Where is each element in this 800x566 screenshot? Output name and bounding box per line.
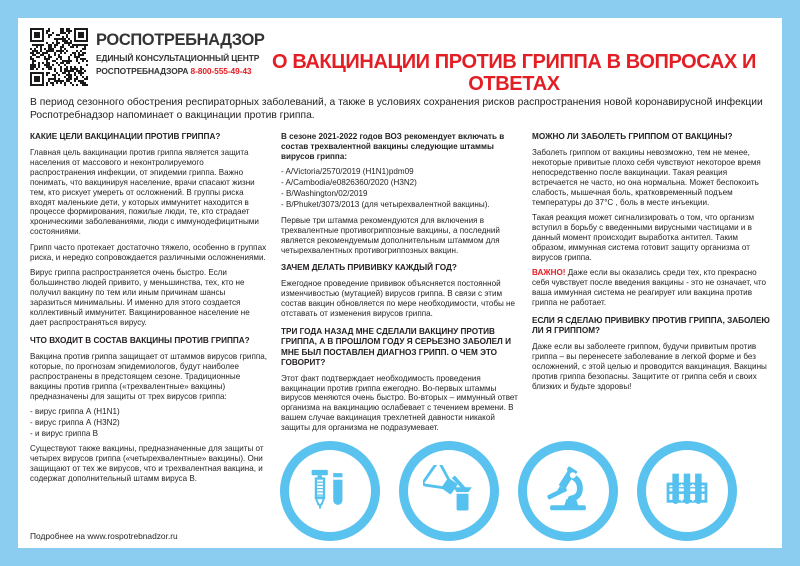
pipette-and-test-tube-icon: [280, 441, 380, 541]
answer-paragraph: Грипп часто протекает достаточно тяжело, особенно в группах риска, и нередко сопровождается различными осложнениями.: [30, 242, 267, 262]
list-item: - A/Cambodia/e0826360/2020 (H3N2): [281, 178, 417, 188]
virus-list: [30, 407, 268, 439]
icon-row: [280, 441, 737, 541]
poster-content: [18, 18, 782, 548]
question-heading: МОЖНО ЛИ ЗАБОЛЕТЬ ГРИППОМ ОТ ВАКЦИНЫ?: [532, 132, 733, 141]
hotline-phone: 8-800-555-49-43: [190, 66, 252, 76]
answer-paragraph: Заболеть гриппом от вакцины невозможно, тем не менее, некоторые привитые плохо себя чувствуют некоторое время непосредственно после вакцинации. Такая реакция встречается не часто, но она нормальна. Может беспокоить слабость, мышечная боль, кратковременный подъем температуры до 37°С , боль в месте инъекции.: [532, 147, 761, 207]
important-label: ВАЖНО!: [532, 268, 566, 278]
brand-block: [96, 31, 265, 76]
test-tube-rack-icon: [637, 441, 737, 541]
answer-paragraph: Первые три штамма рекомендуются для включения в трехвалентные противогриппозные вакцины, а последний является рекомендуемым дополнительным штаммом для четырехвалентных противогриппозных вакцин.: [281, 215, 500, 255]
answer-paragraph: Существуют также вакцины, предназначенные для защиты от четырех вирусов гриппа («четырехвалентные» вакцины). Они защищают от тех же вирусов, что и трехвалентная вакцина, и содержат дополнительный штамм вируса В.: [30, 444, 264, 484]
microscope-icon: [518, 441, 618, 541]
question-heading: ТРИ ГОДА НАЗАД МНЕ СДЕЛАЛИ ВАКЦИНУ ПРОТИВ ГРИППА, А В ПРОШЛОМ ГОДУ Я СЕРЬЕЗНО ЗАБОЛЕЛ И МНЕ БЫЛ ПОСТАВЛЕН ДИАГНОЗ ГРИПП. О ЧЕМ ЭТО ГОВОРИТ?: [281, 327, 511, 367]
question-heading: ЕСЛИ Я СДЕЛАЮ ПРИВИВКУ ПРОТИВ ГРИППА, ЗАБОЛЕЮ ЛИ Я ГРИППОМ?: [532, 316, 770, 336]
center-label-line1: ЕДИНЫЙ КОНСУЛЬТАЦИОННЫЙ ЦЕНТР: [96, 53, 260, 63]
qr-finder-bottom-left: [30, 72, 44, 86]
page-title: О ВАКЦИНАЦИИ ПРОТИВ ГРИППА В ВОПРОСАХ И ОТВЕТАХ: [272, 51, 756, 95]
qr-finder-top-right: [74, 28, 88, 42]
important-paragraph: [532, 268, 770, 308]
qr-finder-top-left: [30, 28, 44, 42]
strain-list: [281, 167, 519, 210]
center-label-line2: [96, 66, 265, 76]
answer-paragraph: Вирус гриппа распространяется очень быстро. Если большинство людей привито, у меньшинства, тех, кто не получил вакцину по тем или иным причинам шансы заразиться минимальны. И именно для этого создается коллективный иммунитет. Вакцинированное население не дает распространяться вирусу.: [30, 268, 250, 327]
answer-paragraph: Главная цель вакцинации против гриппа является защита населения от массового и неконтролируемого распространения инфекции, от эпидемии гриппа. Важно понимать, что вакцинируя население, врачи спасают жизни тем, кто рискует умереть от осложнений. В группы риска входят маленькие дети, у которых иммунитет находится в процессе формирования, пожилые люди, те, кто страдает хроническими заболеваниями, люди с иммунодефицитными состояниями.: [30, 147, 259, 237]
center-label-org: РОСПОТРЕБНАДЗОРА: [96, 66, 189, 76]
question-heading: ЗАЧЕМ ДЕЛАТЬ ПРИВИВКУ КАЖДЫЙ ГОД?: [281, 263, 457, 273]
column-1: [30, 132, 268, 490]
column-3: [532, 132, 770, 490]
important-text: Даже если вы оказались среди тех, кто прекрасно себя чувствует после введения вакцины - это не означает, что ваша иммунная система не реагирует или вакцина против гриппа не работает.: [532, 268, 767, 308]
list-item: - вирус гриппа А (H1N1): [30, 406, 120, 416]
who-recommendation-lead: В сезоне 2021-2022 годов ВОЗ рекомендует включать в состав трехвалентной вакцины следующие штаммы вирусов гриппа:: [281, 132, 505, 161]
list-item: - и вирус гриппа В: [30, 428, 99, 438]
qa-columns: [30, 132, 770, 490]
list-item: - B/Washington/02/2019: [281, 189, 368, 199]
flask-pouring-icon: [399, 441, 499, 541]
answer-paragraph: Такая реакция может сигнализировать о том, что организм вступил в борьбу с введенными вирусными частицами и в данный момент происходит выработка антител. Таким образом, иммунная система готовит защиту организма от вирусов гриппа.: [532, 212, 755, 262]
more-info-link: Подробнее на www.rospotrebnadzor.ru: [30, 531, 178, 541]
question-heading: ЧТО ВХОДИТ В СОСТАВ ВАКЦИНЫ ПРОТИВ ГРИППА?: [30, 335, 250, 345]
qr-code-icon: [30, 28, 88, 86]
list-item: - вирус гриппа А (H3N2): [30, 417, 120, 427]
question-heading: КАКИЕ ЦЕЛИ ВАКЦИНАЦИИ ПРОТИВ ГРИППА?: [30, 132, 221, 141]
list-item: - A/Victoria/2570/2019 (H1N1)pdm09: [281, 167, 414, 177]
answer-paragraph: Этот факт подтверждает необходимость проведения вакцинации против гриппа ежегодно. Во-первых штаммы вирусов меняются очень быстро. Во-вторых – иммунный ответ организма на вакцинацию ослабевает с течением времени. В вашем случае вакцинация трехлетней давности никакой защиты для организма не подразумевает.: [281, 373, 518, 433]
org-name: РОСПОТРЕБНАДЗОР: [96, 31, 265, 49]
answer-paragraph: Ежегодное проведение прививок объясняется постоянной изменчивостью (мутацией) вирусов гриппа. В связи с этим состав вакцин обновляется по мере необходимости, чтобы не отставать от изменения вирусов гриппа.: [281, 279, 515, 319]
column-2: [281, 132, 519, 490]
answer-paragraph: Даже если вы заболеете гриппом, будучи привитым против гриппа – вы перенесете заболевание в легкой форме и без осложнений, с этой целью и проводится вакцинация. Вакцины против гриппа безопасны. Защитите от гриппа себя и своих близких и будьте здоровы!: [532, 342, 767, 391]
intro-paragraph: В период сезонного обострения респираторных заболеваний, а также в условиях сохранения рисков распространения новой коронавирусной инфекции Роспотребнадзор напоминает о вакцинации против гриппа.: [30, 97, 763, 122]
answer-paragraph: Вакцина против гриппа защищает от штаммов вирусов гриппа, которые, по прогнозам эпидемиологов, будут наиболее распространены в предстоящем сезоне. Традиционные вакцины против гриппа («трехвалентные» вакцины) предназначены для защиты от трех вирусов гриппа:: [30, 351, 267, 401]
list-item: - B/Phuket/3073/2013 (для четырехвалентной вакцины).: [281, 200, 490, 210]
